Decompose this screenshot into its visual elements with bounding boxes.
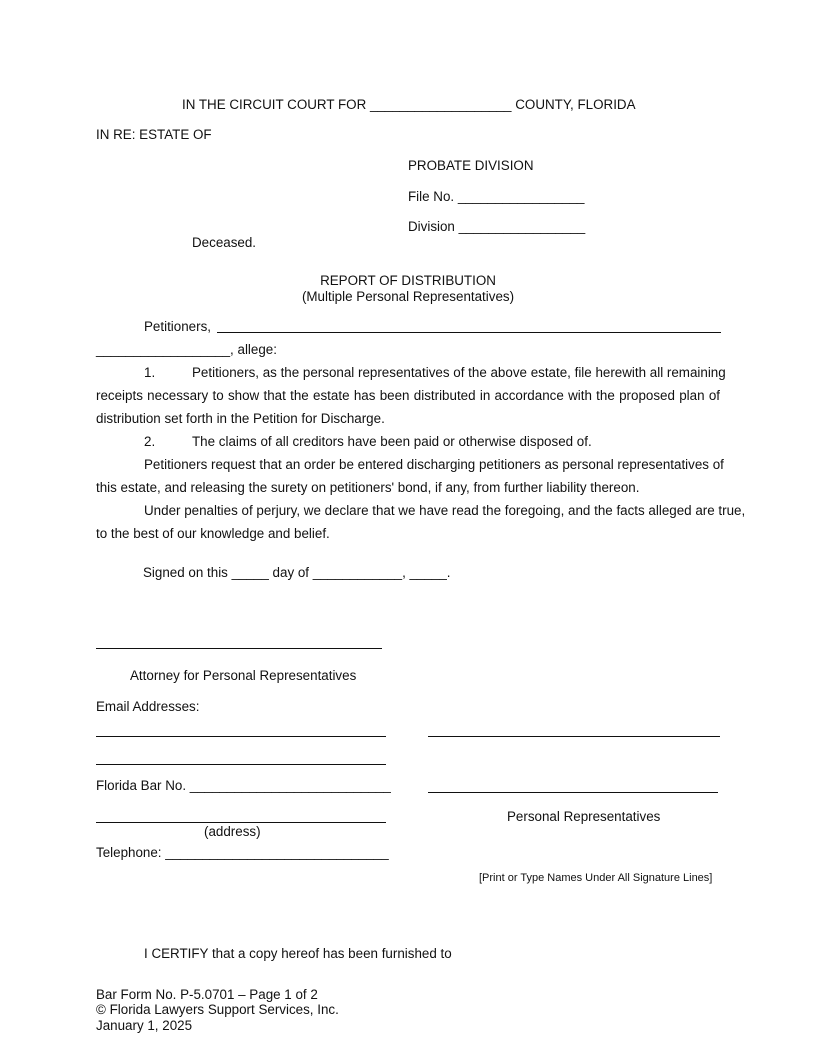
petitioners-label: Petitioners, bbox=[144, 319, 211, 334]
attorney-signature-line bbox=[96, 648, 382, 649]
florida-bar-no: Florida Bar No. ___________________________ bbox=[96, 778, 391, 793]
attorney-label: Attorney for Personal Representatives bbox=[130, 668, 357, 683]
telephone-field: Telephone: ______________________________ bbox=[96, 845, 389, 860]
signed-on-line: Signed on this _____ day of ____________, _____. bbox=[143, 565, 451, 580]
address-label: (address) bbox=[204, 824, 261, 839]
address-line bbox=[96, 822, 386, 823]
file-no-field: File No. _________________ bbox=[408, 189, 585, 204]
paragraph-4-line-1: Under penalties of perjury, we declare that we have read the foregoing, and the facts alleged are true, bbox=[144, 503, 746, 518]
email-line-1 bbox=[96, 736, 386, 737]
paragraph-1-number: 1. bbox=[144, 365, 156, 380]
footer-date: January 1, 2025 bbox=[96, 1018, 193, 1033]
personal-rep-signature-line-1 bbox=[428, 736, 720, 737]
county-blank: ___________________ bbox=[370, 97, 512, 112]
footer-copyright: © Florida Lawyers Support Services, Inc. bbox=[96, 1002, 339, 1017]
court-prefix: IN THE CIRCUIT COURT FOR bbox=[182, 97, 367, 112]
paragraph-3-line-1: Petitioners request that an order be entered discharging petitioners as personal representatives of bbox=[144, 457, 724, 472]
deceased-label: Deceased. bbox=[192, 235, 257, 250]
paragraph-2-number: 2. bbox=[144, 434, 156, 449]
document-title: REPORT OF DISTRIBUTION bbox=[320, 273, 496, 288]
paragraph-1-line-2: receipts necessary to show that the estate has been distributed in accordance with the proposed plan of bbox=[96, 388, 720, 403]
email-line-2 bbox=[96, 764, 386, 765]
personal-representatives-label: Personal Representatives bbox=[507, 809, 661, 824]
paragraph-2-text: The claims of all creditors have been paid or otherwise disposed of. bbox=[192, 434, 592, 449]
probate-division: PROBATE DIVISION bbox=[408, 158, 534, 173]
certify-statement: I CERTIFY that a copy hereof has been furnished to bbox=[144, 946, 452, 961]
footer-form-number: Bar Form No. P-5.0701 – Page 1 of 2 bbox=[96, 987, 318, 1002]
paragraph-1-line-3: distribution set forth in the Petition for Discharge. bbox=[96, 411, 385, 426]
document-subtitle: (Multiple Personal Representatives) bbox=[301, 289, 515, 304]
division-field: Division _________________ bbox=[408, 219, 586, 234]
email-addresses-label: Email Addresses: bbox=[96, 699, 200, 714]
paragraph-4-line-2: to the best of our knowledge and belief. bbox=[96, 526, 330, 541]
personal-rep-signature-line-2 bbox=[428, 792, 718, 793]
court-suffix: COUNTY, FLORIDA bbox=[515, 97, 636, 112]
paragraph-3-line-2: this estate, and releasing the surety on petitioners' bond, if any, from further liability thereon. bbox=[96, 480, 640, 495]
court-caption bbox=[182, 97, 636, 113]
paragraph-1-line-1: Petitioners, as the personal representatives of the above estate, file herewith all remaining bbox=[192, 365, 726, 380]
in-re-label: IN RE: ESTATE OF bbox=[96, 127, 212, 142]
print-names-note: [Print or Type Names Under All Signature Lines] bbox=[479, 872, 713, 884]
allege-line: __________________, allege: bbox=[96, 342, 277, 357]
petitioners-name-line bbox=[217, 332, 721, 333]
